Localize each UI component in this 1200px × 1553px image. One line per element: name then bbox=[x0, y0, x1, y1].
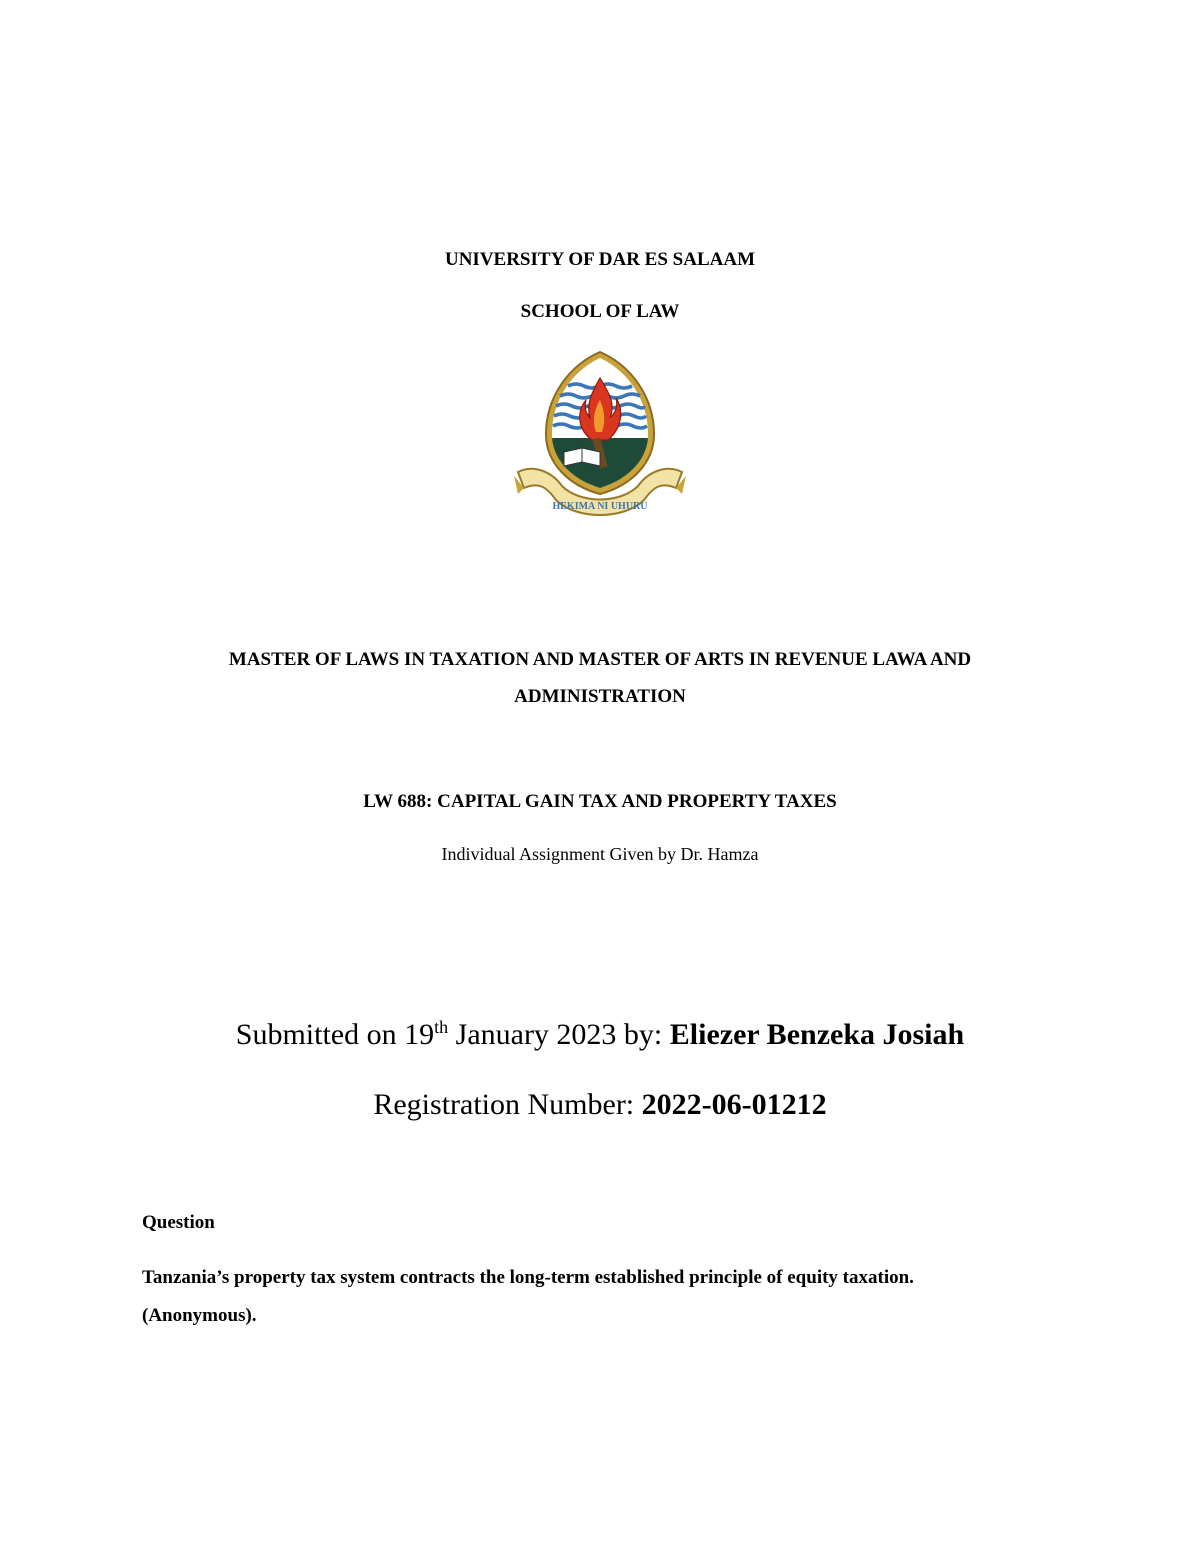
program-title-line-1: MASTER OF LAWS IN TAXATION AND MASTER OF ARTS IN REVENUE LAWA AND bbox=[228, 649, 972, 670]
question-label: Question bbox=[142, 1212, 215, 1233]
registration-line bbox=[0, 1088, 1200, 1122]
assignment-description: Individual Assignment Given by Dr. Hamza bbox=[441, 844, 759, 864]
registration-label: Registration Number: bbox=[373, 1088, 642, 1121]
university-name: UNIVERSITY OF DAR ES SALAAM bbox=[444, 249, 756, 270]
question-text-line-2: (Anonymous). bbox=[142, 1305, 257, 1326]
program-title-line-2: ADMINISTRATION bbox=[514, 686, 686, 707]
registration-number: 2022-06-01212 bbox=[641, 1088, 827, 1121]
crest-motto: HEKIMA NI UHURU bbox=[552, 501, 648, 512]
submission-prefix: Submitted on 19 bbox=[235, 1018, 435, 1051]
submission-line bbox=[0, 1018, 1200, 1052]
school-name: SCHOOL OF LAW bbox=[520, 301, 680, 322]
date-superscript: th bbox=[434, 1017, 449, 1037]
submission-date-rest: January 2023 by: bbox=[448, 1018, 670, 1051]
question-text-line-1: Tanzania’s property tax system contracts the long-term established principle of equity taxation. bbox=[142, 1267, 914, 1288]
author-name: Eliezer Benzeka Josiah bbox=[669, 1018, 965, 1051]
university-crest-logo bbox=[512, 348, 688, 520]
course-title: LW 688: CAPITAL GAIN TAX AND PROPERTY TAXES bbox=[363, 791, 837, 812]
